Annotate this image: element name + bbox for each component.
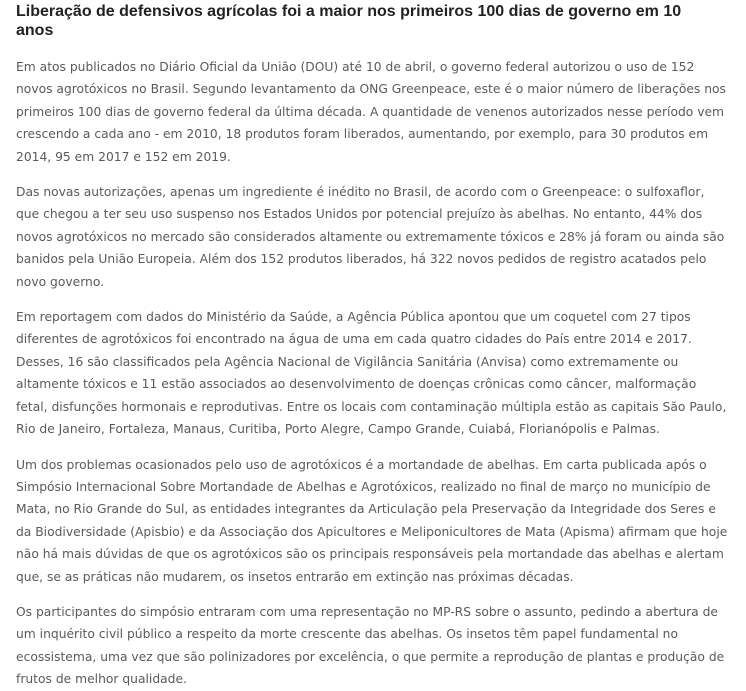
article-title: Liberação de defensivos agrícolas foi a maior nos primeiros 100 dias de governo em 10 anos (16, 3, 682, 39)
article-paragraph: Um dos problemas ocasionados pelo uso de agrotóxicos é a mortandade de abelhas. Em carta publicada após o Simpósio Internacional Sobre Mortandade de Abelhas e Agrotóxicos, realizado no final de março no município de Mata, no Rio Grande do Sul, as entidades integrantes da Articulação pela Preservação da Integridade dos Seres e da Biodiversidade (Apisbio) e da Associação dos Apicultores e Meliponicultores de Mata (Apisma) afirmam que hoje não há mais dúvidas de que os agrotóxicos são os principais responsáveis pela mortandade das abelhas e alertam que, se as práticas não mudarem, os insetos entrarão em extinção nas próximas décadas. (16, 457, 728, 584)
article-paragraph: Os participantes do simpósio entraram com uma representação no MP-RS sobre o assunto, pedindo a abertura de um inquérito civil público a respeito da morte crescente das abelhas. Os insetos têm papel fundamental no ecossistema, uma vez que são polinizadores por excelência, o que permite a reprodução de plantas e produção de frutos de melhor qualidade. (16, 604, 725, 687)
article (16, 2, 732, 691)
article-paragraph: Em reportagem com dados do Ministério da Saúde, a Agência Pública apontou que um coquetel com 27 tipos diferentes de agrotóxicos foi encontrado na água de uma em cada quatro cidades do País entre 2014 e 2017. Desses, 16 são classificados pela Agência Nacional de Vigilância Sanitária (Anvisa) como extremamente ou altamente tóxicos e 11 estão associados ao desenvolvimento de doenças crônicas como câncer, malformação fetal, disfunções hormonais e reprodutivas. Entre os locais com contaminação múltipla estão as capitais São Paulo, Rio de Janeiro, Fortaleza, Manaus, Curitiba, Porto Alegre, Campo Grande, Cuiabá, Florianópolis e Palmas. (16, 310, 727, 437)
article-paragraph: Em atos publicados no Diário Oficial da União (DOU) até 10 de abril, o governo federal autorizou o uso de 152 novos agrotóxicos no Brasil. Segundo levantamento da ONG Greenpeace, este é o maior número de liberações nos primeiros 100 dias de governo federal da última década. A quantidade de venenos autorizados nesse período vem crescendo a cada ano - em 2010, 18 produtos foram liberados, aumentando, por exemplo, para 30 produtos em 2014, 95 em 2017 e 152 em 2019. (16, 60, 726, 164)
article-paragraph: Das novas autorizações, apenas um ingrediente é inédito no Brasil, de acordo com o Greenpeace: o sulfoxaflor, que chegou a ter seu uso suspenso nos Estados Unidos por potencial prejuízo às abelhas. No entanto, 44% dos novos agrotóxicos no mercado são considerados altamente ou extremamente tóxicos e 28% já foram ou ainda são banidos pela União Europeia. Além dos 152 produtos liberados, há 322 novos pedidos de registro acatados pelo novo governo. (16, 185, 725, 289)
